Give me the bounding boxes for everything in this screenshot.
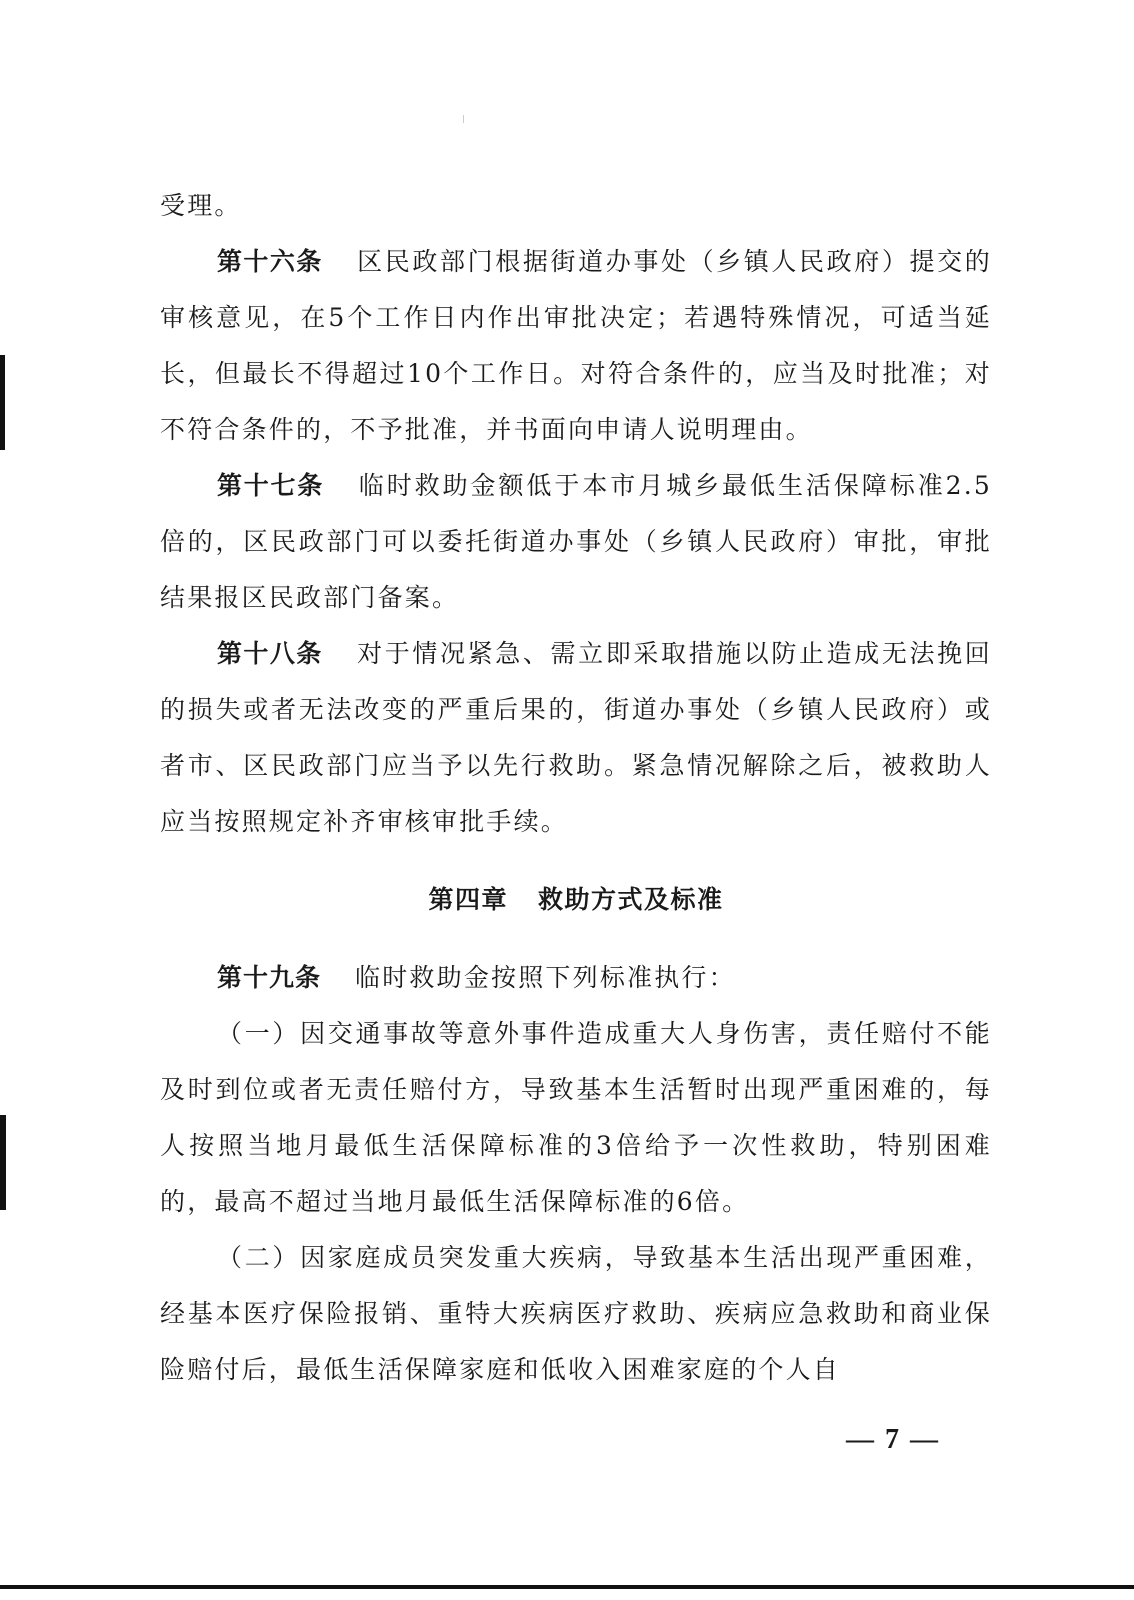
article-18-number: 第十八条 xyxy=(217,639,323,668)
article-18 xyxy=(160,626,992,850)
scan-edge-left-top xyxy=(0,355,5,450)
article-17-number: 第十七条 xyxy=(217,471,324,500)
article-19-item-2: （二）因家庭成员突发重大疾病，导致基本生活出现严重困难，经基本医疗保险报销、重特大疾病医疗救助、疾病应急救助和商业保险赔付后，最低生活保障家庭和低收入困难家庭的个人自 xyxy=(160,1243,992,1384)
document-body xyxy=(160,178,992,1398)
chapter-number: 第四章 xyxy=(428,885,508,914)
scan-edge-bottom xyxy=(0,1585,1134,1589)
article-16-number: 第十六条 xyxy=(217,247,323,276)
article-16-text: 区民政部门根据街道办事处（乡镇人民政府）提交的审核意见，在5个工作日内作出审批决定；若遇特殊情况，可适当延长，但最长不得超过10个工作日。对符合条件的，应当及时批准；对不符合条件的，不予批准，并书面向申请人说明理由。 xyxy=(160,247,992,444)
scan-mark xyxy=(463,115,464,123)
scan-edge-left-bottom xyxy=(0,1115,6,1210)
page-number: — 7 — xyxy=(846,1424,940,1455)
article-19-number: 第十九条 xyxy=(217,963,322,992)
article-17-text: 临时救助金额低于本市月城乡最低生活保障标准2.5倍的，区民政部门可以委托街道办事处（乡镇人民政府）审批，审批结果报区民政部门备案。 xyxy=(160,471,992,612)
chapter-title: 救助方式及标准 xyxy=(538,885,724,914)
article-19-item-1: （一）因交通事故等意外事件造成重大人身伤害，责任赔付不能及时到位或者无责任赔付方，导致基本生活暂时出现严重困难的，每人按照当地月最低生活保障标准的3倍给予一次性救助，特别困难的，最高不超过当地月最低生活保障标准的6倍。 xyxy=(160,1019,992,1216)
article-19-text: 临时救助金按照下列标准执行： xyxy=(355,963,736,992)
article-18-text: 对于情况紧急、需立即采取措施以防止造成无法挽回的损失或者无法改变的严重后果的，街道办事处（乡镇人民政府）或者市、区民政部门应当予以先行救助。紧急情况解除之后，被救助人应当按照规定补齐审核审批手续。 xyxy=(160,639,992,836)
paragraph-continuation: 受理。 xyxy=(160,191,242,220)
article-16 xyxy=(160,234,992,458)
article-19 xyxy=(160,950,992,1006)
chapter-heading xyxy=(160,872,992,928)
article-17 xyxy=(160,458,992,626)
